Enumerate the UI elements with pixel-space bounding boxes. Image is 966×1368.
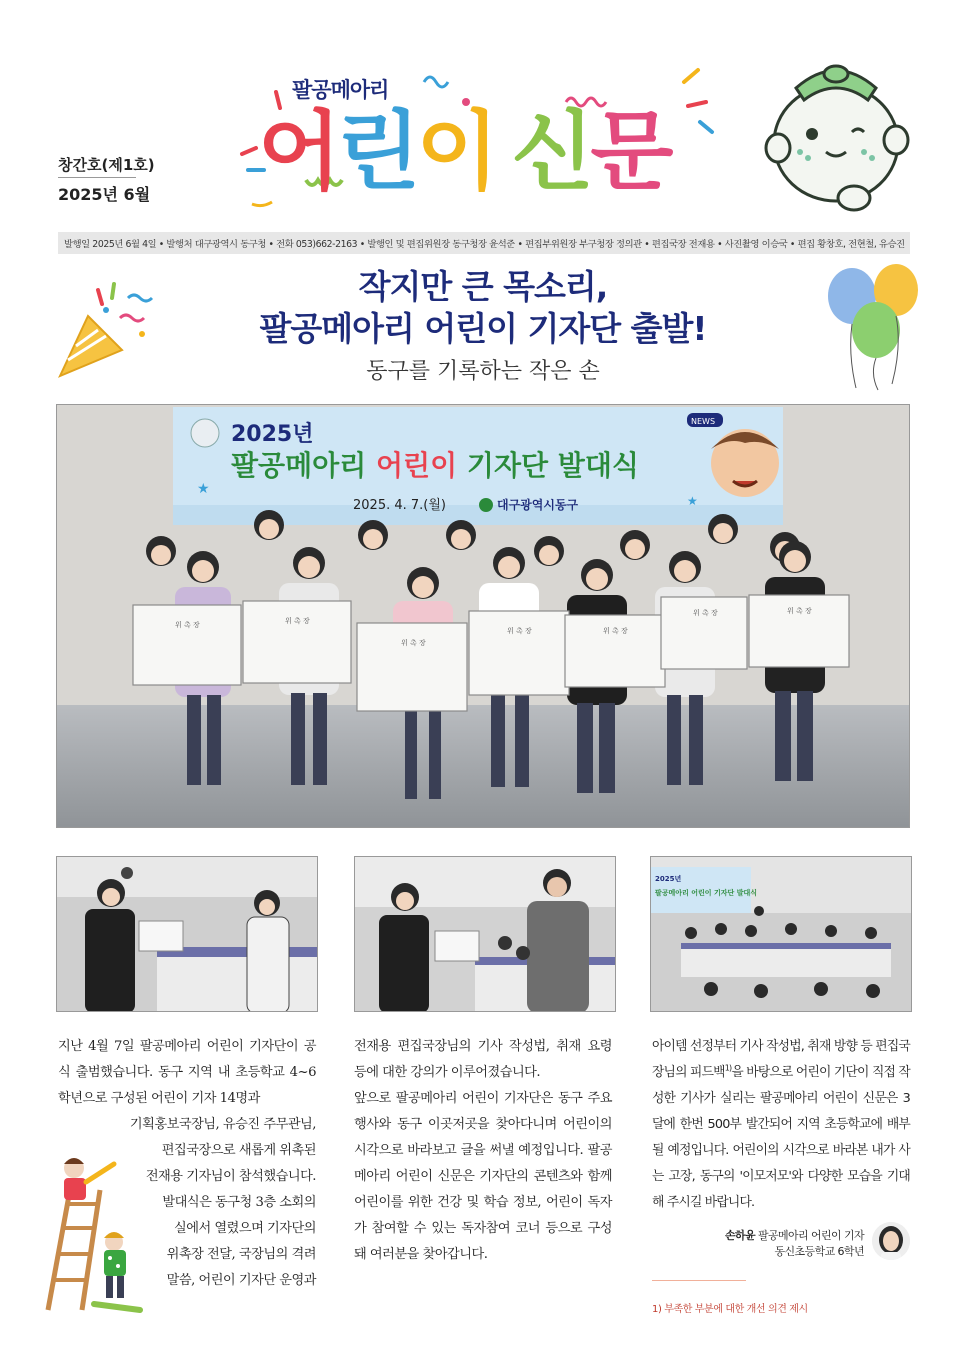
reporter-avatar [872, 1222, 910, 1260]
photo-banner-year: 2025년 [655, 875, 682, 883]
avatar-illustration [872, 1222, 910, 1260]
banner-org: 대구광역시동구 [497, 498, 579, 512]
issue-date: 2025년 6월 [58, 185, 151, 204]
main-photo-illustration [57, 405, 910, 828]
balloons-icon [822, 262, 922, 392]
reporter-name: 손하윤 [724, 1229, 756, 1242]
issue-number: 창간호(제1호) [58, 156, 155, 174]
certificate-label-5: 위 촉 장 [603, 627, 628, 635]
banner-date: 2025. 4. 7.(월) [353, 498, 446, 513]
banner-year: 2025년 [231, 422, 314, 447]
column1-line-1: 기획홍보국장님, 유승진 주무관님, [129, 1117, 316, 1132]
footnote: 1) 부족한 부분에 대한 개선 의견 제시 [652, 1304, 808, 1315]
column3-text-a: 아이템 선정부터 기사 작성법, 취재 방향 등 편집국장님의 피드백 [652, 1039, 910, 1080]
reporter-byline [700, 1228, 864, 1260]
masthead [0, 0, 966, 250]
column3-paragraph [652, 1034, 910, 1216]
photo-lecture-session [354, 856, 616, 1012]
reporter-role: 팔공메아리 어린이 기자 [757, 1229, 864, 1242]
column1-line-7: 말씀, 어린이 기자단 운영과 [166, 1273, 316, 1288]
banner-news-badge: NEWS [691, 417, 716, 426]
certificate-label-7: 위 촉 장 [787, 607, 812, 615]
brand-subtitle: 팔공메아리 [292, 78, 389, 102]
banner-title [231, 449, 639, 482]
photo-conference-room [650, 856, 912, 1012]
photo-3-illustration [651, 857, 912, 1012]
article-column-3 [652, 1034, 910, 1216]
headline-line-2: 팔공메아리 어린이 기자단 출발! [259, 309, 707, 348]
banner-title-c: 기자단 발대식 [457, 449, 639, 482]
banner-title-b: 어린이 [376, 449, 458, 482]
photo-2-illustration [355, 857, 616, 1012]
brand-char-2: 린 [337, 102, 417, 202]
column1-line-6: 위촉장 전달, 국장님의 격려 [166, 1247, 316, 1262]
brand-char-4: 신 [511, 102, 591, 202]
headline-block [150, 266, 816, 385]
column2-paragraph-1: 전재용 편집국장님의 기사 작성법, 취재 요령 등에 대한 강의가 이루어졌습니다. [354, 1039, 612, 1080]
headline-line-1: 작지만 큰 목소리, [358, 267, 608, 306]
issue-divider [58, 177, 136, 178]
footnote-ref: 1) [724, 1063, 732, 1073]
brand-title [258, 100, 669, 200]
certificate-label-2: 위 촉 장 [285, 617, 310, 625]
svg-text:★: ★ [687, 494, 698, 508]
column1-lead: 지난 4월 7일 팔공메아리 어린이 기자단이 공식 출범했습니다. 동구 지역 내 초등학교 4~6학년으로 구성된 어린이 기자 14명과 [58, 1039, 316, 1106]
kids-ladder-illustration [34, 1150, 144, 1315]
column1-line-2: 편집국장으로 새롭게 위촉된 [161, 1143, 316, 1158]
certificate-label-6: 위 촉 장 [693, 609, 718, 617]
photo-banner-title: 팔공메아리 어린이 기자단 발대식 [655, 889, 757, 897]
article-column-2 [354, 1034, 612, 1268]
certificate-label-3: 위 촉 장 [401, 639, 426, 647]
photo-1-illustration [57, 857, 318, 1012]
banner-title-a: 팔공메아리 [231, 449, 376, 482]
publication-info-bar: 발행일 2025년 6월 4일 • 발행처 대구광역시 동구청 • 전화 053)662-2163 • 발행인 및 편집위원장 동구청장 윤석준 • 편집부위원장 부구청장 정의관 • 편집국장 전재용 • 사진촬영 이승국 • 편집 황창호, 전현철, 유승진 [58, 232, 910, 254]
svg-text:★: ★ [197, 481, 210, 497]
brand-char-1: 어 [258, 102, 338, 202]
footnote-divider [652, 1280, 746, 1281]
main-group-photo [56, 404, 910, 828]
reporter-school: 동신초등학교 6학년 [774, 1245, 864, 1258]
brand-char-5: 문 [590, 102, 670, 202]
photo-certificate-handover [56, 856, 318, 1012]
mascot-illustration [756, 48, 916, 218]
certificate-label-1: 위 촉 장 [175, 621, 200, 629]
column1-line-4: 발대식은 동구청 3층 소회의 [162, 1195, 316, 1210]
headline-subtitle: 동구를 기록하는 작은 손 [366, 359, 600, 384]
certificate-label-4: 위 촉 장 [507, 627, 532, 635]
column1-line-5: 실에서 열렸으며 기자단의 [173, 1221, 316, 1236]
column1-line-3: 전재용 기자님이 참석했습니다. [145, 1169, 316, 1184]
column3-text-b: 을 바탕으로 어린이 기단이 직접 작성한 기사가 실리는 팔공메아리 어린이 신문은 3달에 한번 500부 발간되어 지역 초등학교에 배부될 예정입니다. 어린이의 시각으로 바라본 내가 사는 고장, 동구의 '이모저모'와 다양한 모습을 기대해 주시길 바랍니다. [652, 1065, 910, 1210]
party-popper-icon [54, 276, 164, 384]
column2-paragraph-2: 앞으로 팔공메아리 어린이 기자단은 동구 주요 행사와 동구 이곳저곳을 찾아다니며 어린이의 시각으로 바라보고 글을 써낼 예정입니다. 팔공메아리 어린이 신문은 기자단의 콘텐츠와 함께 어린이를 위한 건강 및 학습 정보, 어린이 독자가 참여할 수 있는 독자참여 코너 등으로 구성돼 여러분을 찾아갑니다. [354, 1091, 612, 1262]
brand-char-3: 이 [416, 102, 496, 202]
